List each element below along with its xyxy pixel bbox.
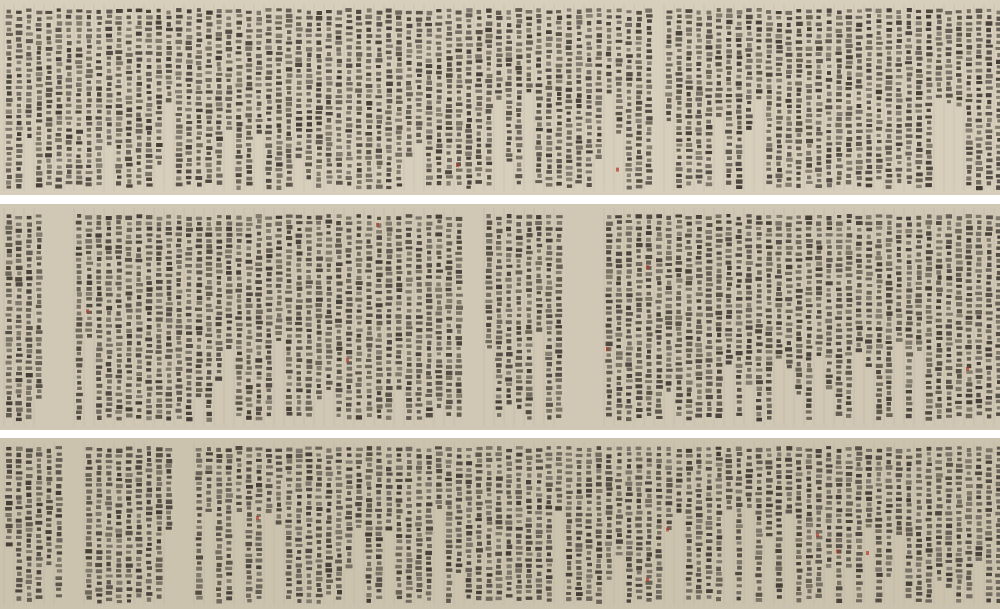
seal-mark <box>816 533 819 537</box>
scroll-segment-2 <box>0 204 1000 430</box>
script-column <box>156 217 163 419</box>
script-column <box>915 10 923 188</box>
script-column <box>935 447 943 581</box>
seal-mark <box>606 347 609 351</box>
scroll-segment-3 <box>0 438 1000 609</box>
seal-mark <box>866 551 869 555</box>
seal-mark <box>966 367 969 371</box>
segment-divider <box>0 430 1000 438</box>
seal-mark <box>256 516 259 520</box>
calligraphy-columns <box>0 438 1000 609</box>
script-column <box>956 10 963 106</box>
calligraphy-columns <box>0 204 1000 430</box>
seal-mark <box>376 223 379 227</box>
seal-mark <box>86 309 89 313</box>
script-column <box>275 216 282 341</box>
seal-mark <box>646 265 649 269</box>
seal-mark <box>346 358 349 362</box>
script-column <box>395 216 402 389</box>
seal-mark <box>616 168 619 172</box>
calligraphy-columns <box>0 0 1000 195</box>
segment-divider <box>0 195 1000 204</box>
script-column <box>125 9 133 188</box>
script-column <box>735 10 742 189</box>
seal-mark <box>666 527 669 531</box>
seal-mark <box>456 163 459 167</box>
scroll-segment-1 <box>0 0 1000 195</box>
seal-mark <box>836 549 839 553</box>
seal-mark <box>646 578 649 582</box>
